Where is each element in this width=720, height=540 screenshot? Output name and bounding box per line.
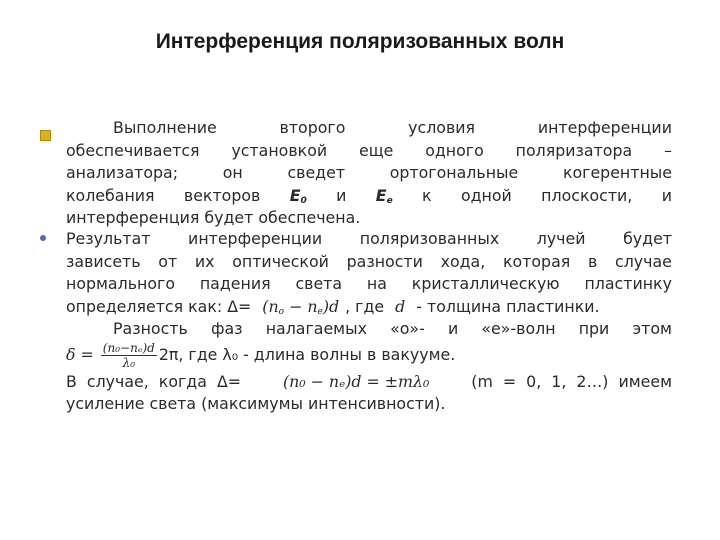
word: налагаемых (265, 319, 367, 338)
word: будет (623, 229, 672, 248)
paragraph-interference-condition (66, 117, 672, 230)
bullet-marker (40, 130, 51, 141)
word: кристаллическую (411, 274, 560, 293)
vector-e0: $E_0$ (289, 185, 307, 206)
word: сведет (287, 163, 346, 182)
word: Разность (113, 319, 188, 338)
text-span: - толщина пластинки. (411, 296, 600, 316)
word: когерентные (562, 163, 672, 182)
text-line (66, 185, 672, 208)
word: их (194, 251, 215, 271)
word: он (222, 163, 243, 182)
word: оптической (232, 251, 329, 271)
text-span: интерференция будет обеспечена. (66, 208, 361, 227)
word: интерференции (188, 229, 323, 248)
word: плоскости, (541, 185, 633, 205)
text-span: определяется как: Δ= (66, 296, 257, 316)
word: поляризованных (359, 229, 500, 248)
word: от (158, 251, 178, 271)
text-line (66, 371, 672, 394)
word: «е»-волн (481, 319, 556, 338)
word: и (447, 319, 459, 338)
word: условия (408, 118, 476, 137)
text-line (66, 318, 672, 341)
word: пластинку (584, 274, 672, 293)
vector-subscript: 0 (300, 195, 307, 206)
word: лучей (536, 229, 586, 248)
word: – (664, 140, 672, 160)
word: ортогональные (389, 163, 519, 182)
word: света (295, 274, 343, 293)
word: хода, (440, 251, 486, 271)
text-line (66, 273, 672, 296)
formula: δ = (66, 345, 99, 365)
word: обеспечивается (66, 140, 200, 160)
text-line (66, 228, 672, 251)
bullet-marker (40, 235, 46, 241)
formula-fraction (101, 341, 157, 370)
text-line (66, 207, 672, 230)
paragraph-interference-result (66, 228, 672, 416)
word: еще (359, 140, 394, 160)
word: второго (279, 118, 346, 137)
text-line (66, 251, 672, 274)
text-span: усиление света (максимумы интенсивности). (66, 394, 446, 413)
text-line (66, 117, 672, 140)
word: которая (502, 251, 571, 271)
word: случае (615, 251, 672, 271)
fraction-denominator: λ₀ (122, 356, 136, 370)
slide-title: Интерференция поляризованных волн (155, 30, 565, 53)
word: «о»- (390, 319, 425, 338)
text-line (66, 296, 672, 319)
text-line (66, 393, 672, 416)
formula-variable: d (395, 296, 406, 316)
text-span: (m = 0, 1, 2…) имеем (471, 371, 672, 391)
text-span: , где (345, 296, 390, 316)
word: интерференции (537, 118, 672, 137)
word: зависеть (66, 251, 141, 271)
word: при (578, 319, 610, 338)
word: и (336, 185, 347, 205)
fraction-numerator: (n₀−nₑ)d (102, 341, 155, 355)
text-line (66, 140, 672, 163)
word: поляризатора (515, 140, 633, 160)
word: Выполнение (113, 118, 217, 137)
word: фаз (210, 319, 243, 338)
text-line (66, 341, 672, 371)
word: векторов (183, 185, 261, 205)
word: одной (460, 185, 512, 205)
word: колебания (66, 185, 155, 205)
formula: $(n_o - n_e)d$ (262, 296, 340, 317)
formula: (n₀ − nₑ)d = ±mλ₀ (282, 371, 430, 391)
word: падения (199, 274, 271, 293)
word: одного (425, 140, 484, 160)
word: нормального (66, 274, 175, 293)
text-span: В случае, когда Δ= (66, 371, 241, 391)
word: Результат (66, 229, 151, 248)
vector-subscript: е (386, 195, 393, 206)
word: к (422, 185, 432, 205)
word: на (366, 274, 387, 293)
word: и (661, 185, 672, 205)
word: разности (346, 251, 423, 271)
word: анализатора; (66, 163, 179, 182)
word: установкой (231, 140, 328, 160)
word: этом (632, 319, 672, 338)
vector-ee: $E_е$ (375, 185, 393, 206)
word: в (587, 251, 598, 271)
text-span: 2π, где λ₀ - длина волны в вакууме. (158, 345, 456, 365)
text-line (66, 162, 672, 185)
